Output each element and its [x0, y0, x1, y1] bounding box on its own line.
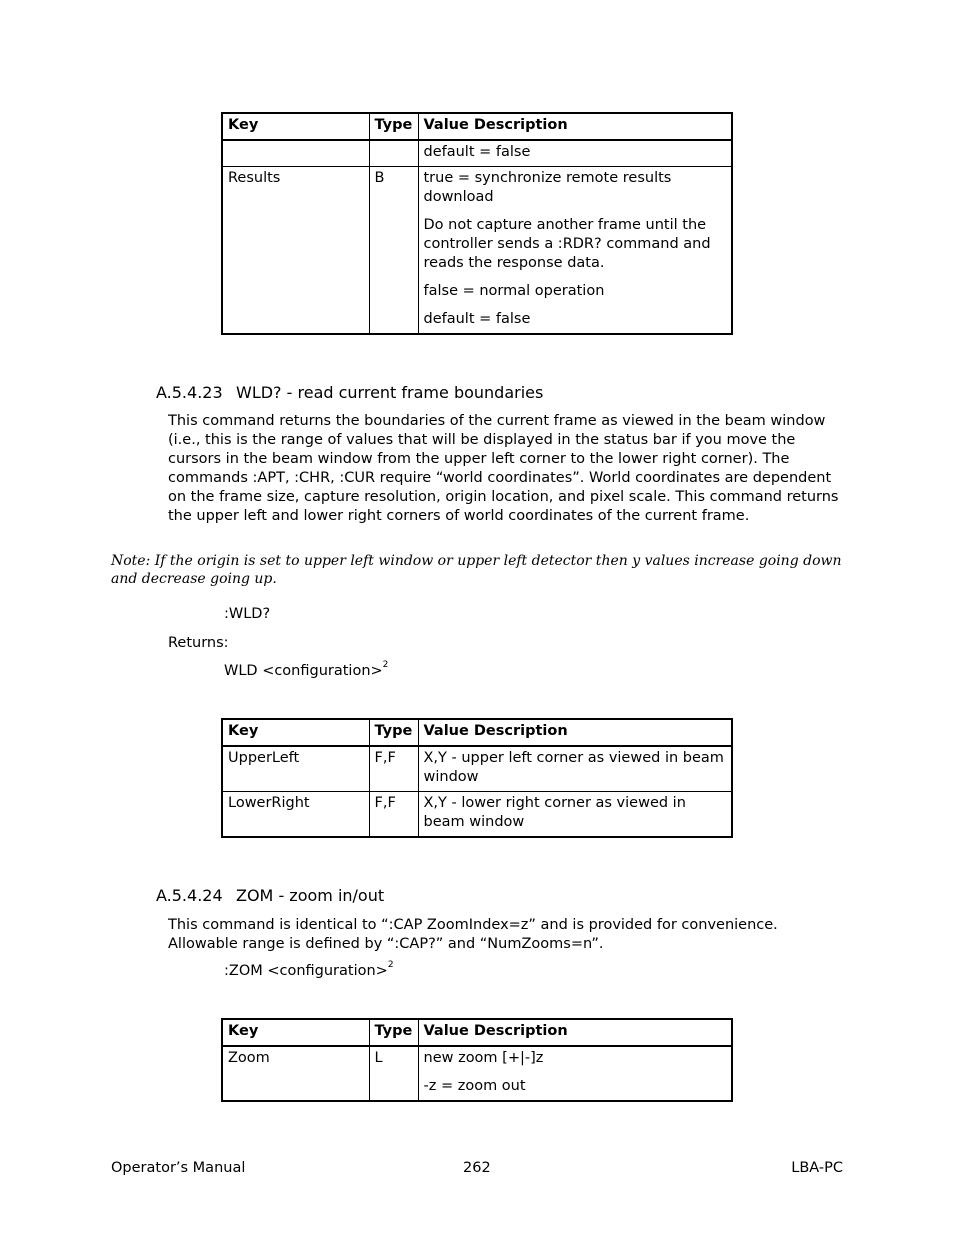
- col-key: Key: [222, 719, 369, 746]
- col-type: Type: [369, 1019, 418, 1046]
- table-row: [222, 792, 732, 838]
- section-number: A.5.4.23: [156, 383, 223, 402]
- table-zom: [221, 1018, 733, 1102]
- col-desc: Value Description: [418, 1019, 732, 1046]
- footnote-ref: 2: [382, 660, 389, 670]
- table-row: [222, 1046, 732, 1101]
- table-header-row: [222, 1019, 732, 1046]
- section-body-zom: This command is identical to “:CAP ZoomIndex=z” and is provided for convenience. Allowable range is defined by “:CAP?” and “NumZooms=n”.: [168, 917, 778, 952]
- cell-key: [222, 140, 369, 167]
- table-row: [222, 746, 732, 792]
- footnote-ref: 2: [387, 960, 394, 970]
- cell-type: F,F: [369, 746, 418, 792]
- cell-desc: [418, 167, 732, 335]
- cell-type: [369, 140, 418, 167]
- desc-line: X,Y - lower right corner as viewed in beam window: [423, 795, 686, 830]
- section-body-wld: This command returns the boundaries of the current frame as viewed in the beam window (i.e., this is the range of values that will be displayed in the status bar if you move the cursors in the beam window from the upper left corner to the lower right corner). The commands :APT, :CHR, :CUR require “world coordinates”. World coordinates are dependent on the frame size, capture resolution, origin location, and pixel scale. This command returns the upper left and lower right corners of world coordinates of the current frame.: [168, 413, 839, 524]
- cell-desc: [418, 140, 732, 167]
- desc-line: default = false: [423, 144, 531, 160]
- section-title: WLD? - read current frame boundaries: [236, 383, 544, 402]
- col-desc: Value Description: [418, 719, 732, 746]
- cell-key: UpperLeft: [222, 746, 369, 792]
- desc-line: X,Y - upper left corner as viewed in beam window: [423, 750, 724, 785]
- cell-type: F,F: [369, 792, 418, 838]
- footer-page-number: 262: [463, 1160, 491, 1176]
- returns-value: [224, 660, 389, 679]
- desc-line: true = synchronize remote results download: [423, 170, 672, 205]
- section-title: ZOM - zoom in/out: [236, 886, 385, 905]
- cell-key: Results: [222, 167, 369, 335]
- table-row: [222, 140, 732, 167]
- cell-key: LowerRight: [222, 792, 369, 838]
- desc-line: default = false: [423, 311, 531, 327]
- table-row: [222, 167, 732, 335]
- table-results: [221, 112, 733, 335]
- desc-line: false = normal operation: [423, 283, 605, 299]
- table-header-row: [222, 719, 732, 746]
- col-key: Key: [222, 113, 369, 140]
- col-type: Type: [369, 113, 418, 140]
- section-heading-zom: [156, 886, 384, 905]
- table-header-row: [222, 113, 732, 140]
- cell-key: Zoom: [222, 1046, 369, 1101]
- cell-desc: [418, 1046, 732, 1101]
- desc-line: new zoom [+|-]z: [423, 1050, 544, 1066]
- cell-desc: [418, 792, 732, 838]
- command-text: :ZOM <configuration>: [224, 963, 388, 979]
- returns-label: Returns:: [168, 635, 229, 651]
- command-zom: [224, 960, 394, 979]
- desc-line: -z = zoom out: [423, 1078, 526, 1094]
- cell-type: L: [369, 1046, 418, 1101]
- section-heading-wld: [156, 383, 543, 402]
- note: Note: If the origin is set to upper left window or upper left detector then y values increase going down and decrease going up.: [111, 553, 842, 587]
- col-type: Type: [369, 719, 418, 746]
- col-desc: Value Description: [418, 113, 732, 140]
- command-wld: :WLD?: [224, 606, 271, 622]
- cell-type: B: [369, 167, 418, 335]
- section-number: A.5.4.24: [156, 886, 223, 905]
- footer-right: LBA-PC: [791, 1160, 843, 1176]
- table-wld: [221, 718, 733, 838]
- footer-left: Operator’s Manual: [111, 1160, 246, 1176]
- cell-desc: [418, 746, 732, 792]
- col-key: Key: [222, 1019, 369, 1046]
- desc-line: Do not capture another frame until the controller sends a :RDR? command and reads the response data.: [423, 217, 711, 271]
- returns-text: WLD <configuration>: [224, 663, 383, 679]
